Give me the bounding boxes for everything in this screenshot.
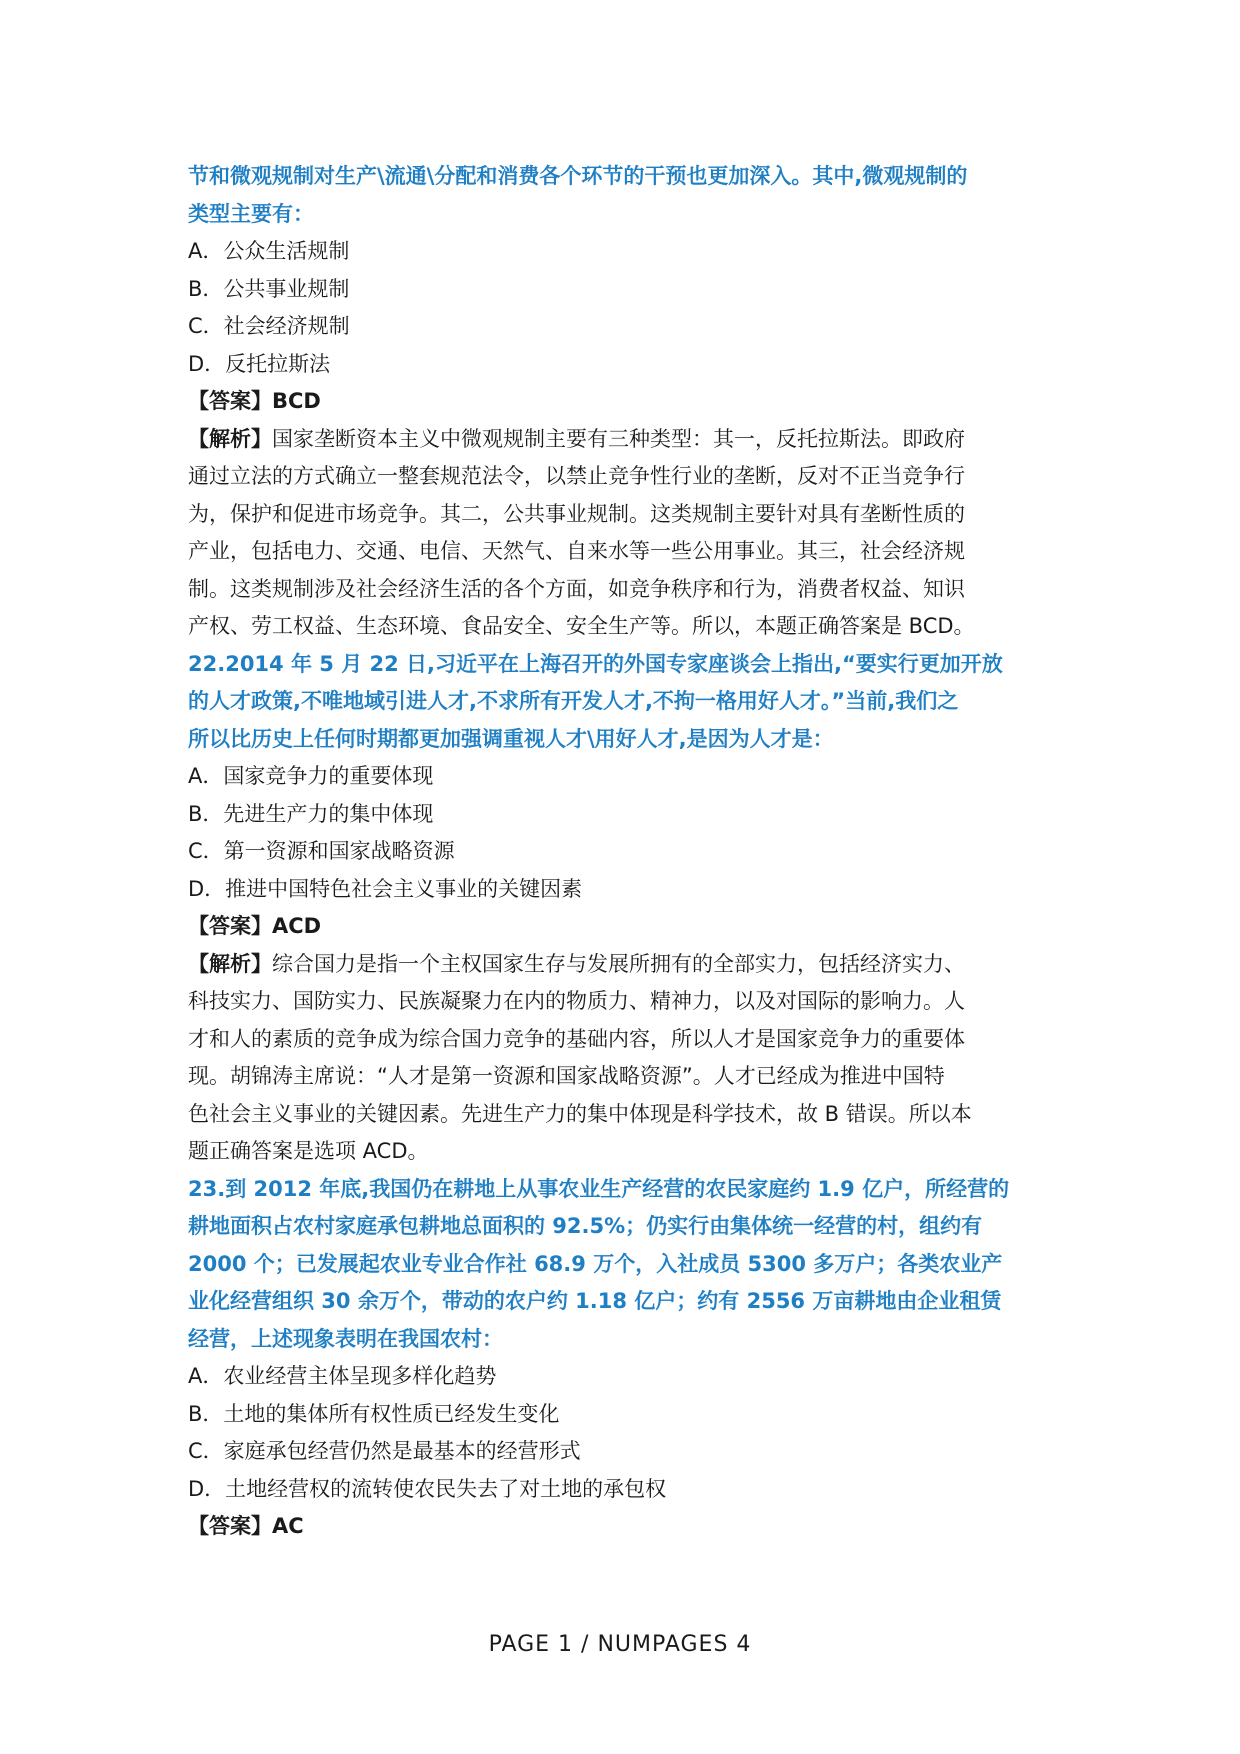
page-footer: PAGE 1 / NUMPAGES 4 — [488, 1632, 752, 1657]
question-stem-line: 的人才政策,不唯地域引进人才,不求所有开发人才,不拘一格用好人才。”当前,我们之 — [188, 689, 959, 713]
answer-line — [188, 908, 1068, 946]
option-a: A．国家竞争力的重要体现 — [188, 764, 434, 788]
analysis-line: 科技实力、国防实力、民族凝聚力在内的物质力、精神力，以及对国际的影响力。人 — [188, 989, 965, 1013]
answer-line — [188, 383, 1068, 421]
option-d: D．推进中国特色社会主义事业的关键因素 — [188, 876, 583, 901]
option-a: A．公众生活规制 — [188, 239, 350, 263]
option-c: C．社会经济规制 — [188, 314, 350, 338]
analysis-line: 制。这类规制涉及社会经济生活的各个方面，如竞争秩序和行为，消费者权益、知识 — [188, 576, 965, 601]
analysis-line — [188, 421, 1068, 459]
analysis-line: 才和人的素质的竞争成为综合国力竞争的基础内容，所以人才是国家竞争力的重要体 — [188, 1026, 965, 1051]
analysis-tag: 【解析】 — [188, 951, 272, 976]
analysis-line: 通过立法的方式确立一整套规范法令，以禁止竞争性行业的垄断，反对不正当竞争行 — [188, 464, 965, 488]
answer-tag: 【答案】 — [188, 389, 272, 413]
option-d: D．土地经营权的流转使农民失去了对土地的承包权 — [188, 1476, 667, 1501]
question-22 — [188, 646, 1068, 1171]
option-c: C．第一资源和国家战略资源 — [188, 839, 455, 863]
option-c: C．家庭承包经营仍然是最基本的经营形式 — [188, 1439, 581, 1463]
answer-tag: 【答案】 — [188, 914, 272, 938]
answer-value: AC — [272, 1514, 304, 1538]
option-b: B．土地的集体所有权性质已经发生变化 — [188, 1401, 560, 1426]
answer-line — [188, 1508, 1068, 1546]
analysis-line: 产权、劳工权益、生态环境、食品安全、安全生产等。所以，本题正确答案是 BCD。 — [188, 614, 975, 638]
question-stem-line: 22.2014 年 5 月 22 日,习近平在上海召开的外国专家座谈会上指出,“要实行更加开放 — [188, 651, 1003, 676]
option-a: A．农业经营主体呈现多样化趋势 — [188, 1364, 497, 1388]
question-stem-line: 耕地面积占农村家庭承包耕地总面积的 92.5%；仍实行由集体统一经营的村，组约有 — [188, 1214, 983, 1238]
option-b: B．公共事业规制 — [188, 276, 350, 301]
answer-tag: 【答案】 — [188, 1514, 272, 1538]
question-stem-line: 23.到 2012 年底,我国仍在耕地上从事农业生产经营的农民家庭约 1.9 亿户，所经营的 — [188, 1176, 1010, 1201]
question-stem-line: 所以比历史上任何时期都更加强调重视人才\用好人才,是因为人才是： — [188, 726, 834, 751]
question-23 — [188, 1171, 1068, 1546]
analysis-tag: 【解析】 — [188, 426, 272, 451]
question-stem-line: 业化经营组织 30 余万个，带动的农户约 1.18 亿户；约有 2556 万亩耕地由企业租赁 — [188, 1289, 1002, 1313]
question-stem-line: 类型主要有： — [188, 201, 314, 226]
analysis-text: 国家垄断资本主义中微观规制主要有三种类型：其一，反托拉斯法。即政府 — [272, 426, 965, 451]
question-21 — [188, 158, 1068, 646]
analysis-text: 综合国力是指一个主权国家生存与发展所拥有的全部实力，包括经济实力、 — [272, 951, 965, 976]
analysis-line: 现。胡锦涛主席说：“人才是第一资源和国家战略资源”。人才已经成为推进中国特 — [188, 1064, 945, 1088]
analysis-line: 产业，包括电力、交通、电信、天然气、自来水等一些公用事业。其三，社会经济规 — [188, 539, 965, 563]
option-b: B．先进生产力的集中体现 — [188, 801, 434, 826]
analysis-line: 题正确答案是选项 ACD。 — [188, 1139, 429, 1163]
option-d: D．反托拉斯法 — [188, 351, 331, 376]
question-stem-line: 2000 个；已发展起农业专业合作社 68.9 万个，入社成员 5300 多万户；各类农业产 — [188, 1251, 1003, 1276]
question-stem-line: 经营，上述现象表明在我国农村： — [188, 1326, 503, 1351]
analysis-line — [188, 946, 1068, 984]
document-body — [188, 158, 1068, 1546]
answer-value: ACD — [272, 914, 322, 938]
analysis-line: 为，保护和促进市场竞争。其二，公共事业规制。这类规制主要针对具有垄断性质的 — [188, 501, 965, 526]
question-stem-line: 节和微观规制对生产\流通\分配和消费各个环节的干预也更加深入。其中,微观规制的 — [188, 164, 968, 188]
analysis-line: 色社会主义事业的关键因素。先进生产力的集中体现是科学技术，故 B 错误。所以本 — [188, 1101, 972, 1126]
answer-value: BCD — [272, 389, 321, 413]
